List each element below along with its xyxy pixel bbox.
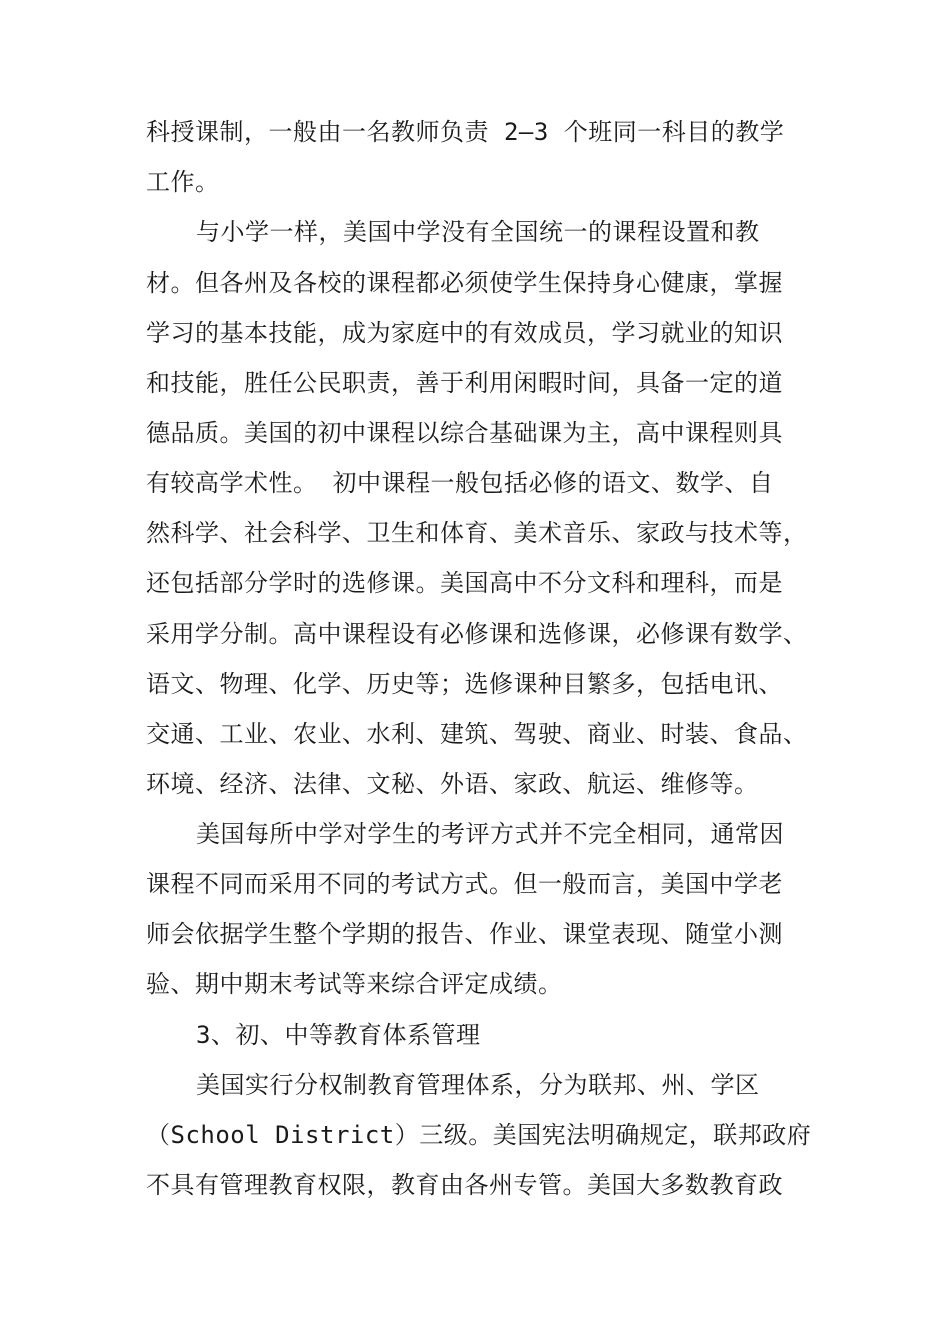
text-line: 还包括部分学时的选修课。美国高中不分文科和理科，而是: [146, 569, 783, 597]
paragraph-start-line: 与小学一样，美国中学没有全国统一的课程设置和教: [196, 218, 760, 246]
text-line: 材。但各州及各校的课程都必须使学生保持身心健康，掌握: [146, 269, 783, 297]
paragraph-start-line: 美国实行分权制教育管理体系，分为联邦、州、学区: [196, 1071, 760, 1099]
text-line: 课程不同而采用不同的考试方式。但一般而言，美国中学老: [146, 870, 783, 898]
text-line: 验、期中期末考试等来综合评定成绩。: [146, 970, 563, 998]
text-line: 科授课制，一般由一名教师负责 2—3 个班同一科目的教学: [146, 118, 785, 146]
text-line: 环境、经济、法律、文秘、外语、家政、航运、维修等。: [146, 770, 759, 798]
text-line: （School District）三级。美国宪法明确规定，联邦政府: [146, 1121, 812, 1149]
text-line: 和技能，胜任公民职责，善于利用闲暇时间，具备一定的道: [146, 369, 783, 397]
paragraph-start-line: 美国每所中学对学生的考评方式并不完全相同，通常因: [196, 820, 784, 848]
text-line: 语文、物理、化学、历史等；选修课种目繁多，包括电讯、: [146, 670, 783, 698]
text-line: 工作。: [146, 168, 220, 196]
section-heading: 3、初、中等教育体系管理: [196, 1021, 481, 1049]
text-line: 有较高学术性。 初中课程一般包括必修的语文、数学、自: [146, 469, 774, 497]
text-line: 德品质。美国的初中课程以综合基础课为主，高中课程则具: [146, 419, 783, 447]
text-line: 不具有管理教育权限，教育由各州专管。美国大多数教育政: [146, 1171, 783, 1199]
text-line: 交通、工业、农业、水利、建筑、驾驶、商业、时装、食品、: [146, 720, 808, 748]
text-line: 采用学分制。高中课程设有必修课和选修课，必修课有数学、: [146, 620, 808, 648]
text-line: 学习的基本技能，成为家庭中的有效成员，学习就业的知识: [146, 319, 783, 347]
text-line: 然科学、社会科学、卫生和体育、美术音乐、家政与技术等，: [146, 519, 808, 547]
text-line: 师会依据学生整个学期的报告、作业、课堂表现、随堂小测: [146, 920, 783, 948]
